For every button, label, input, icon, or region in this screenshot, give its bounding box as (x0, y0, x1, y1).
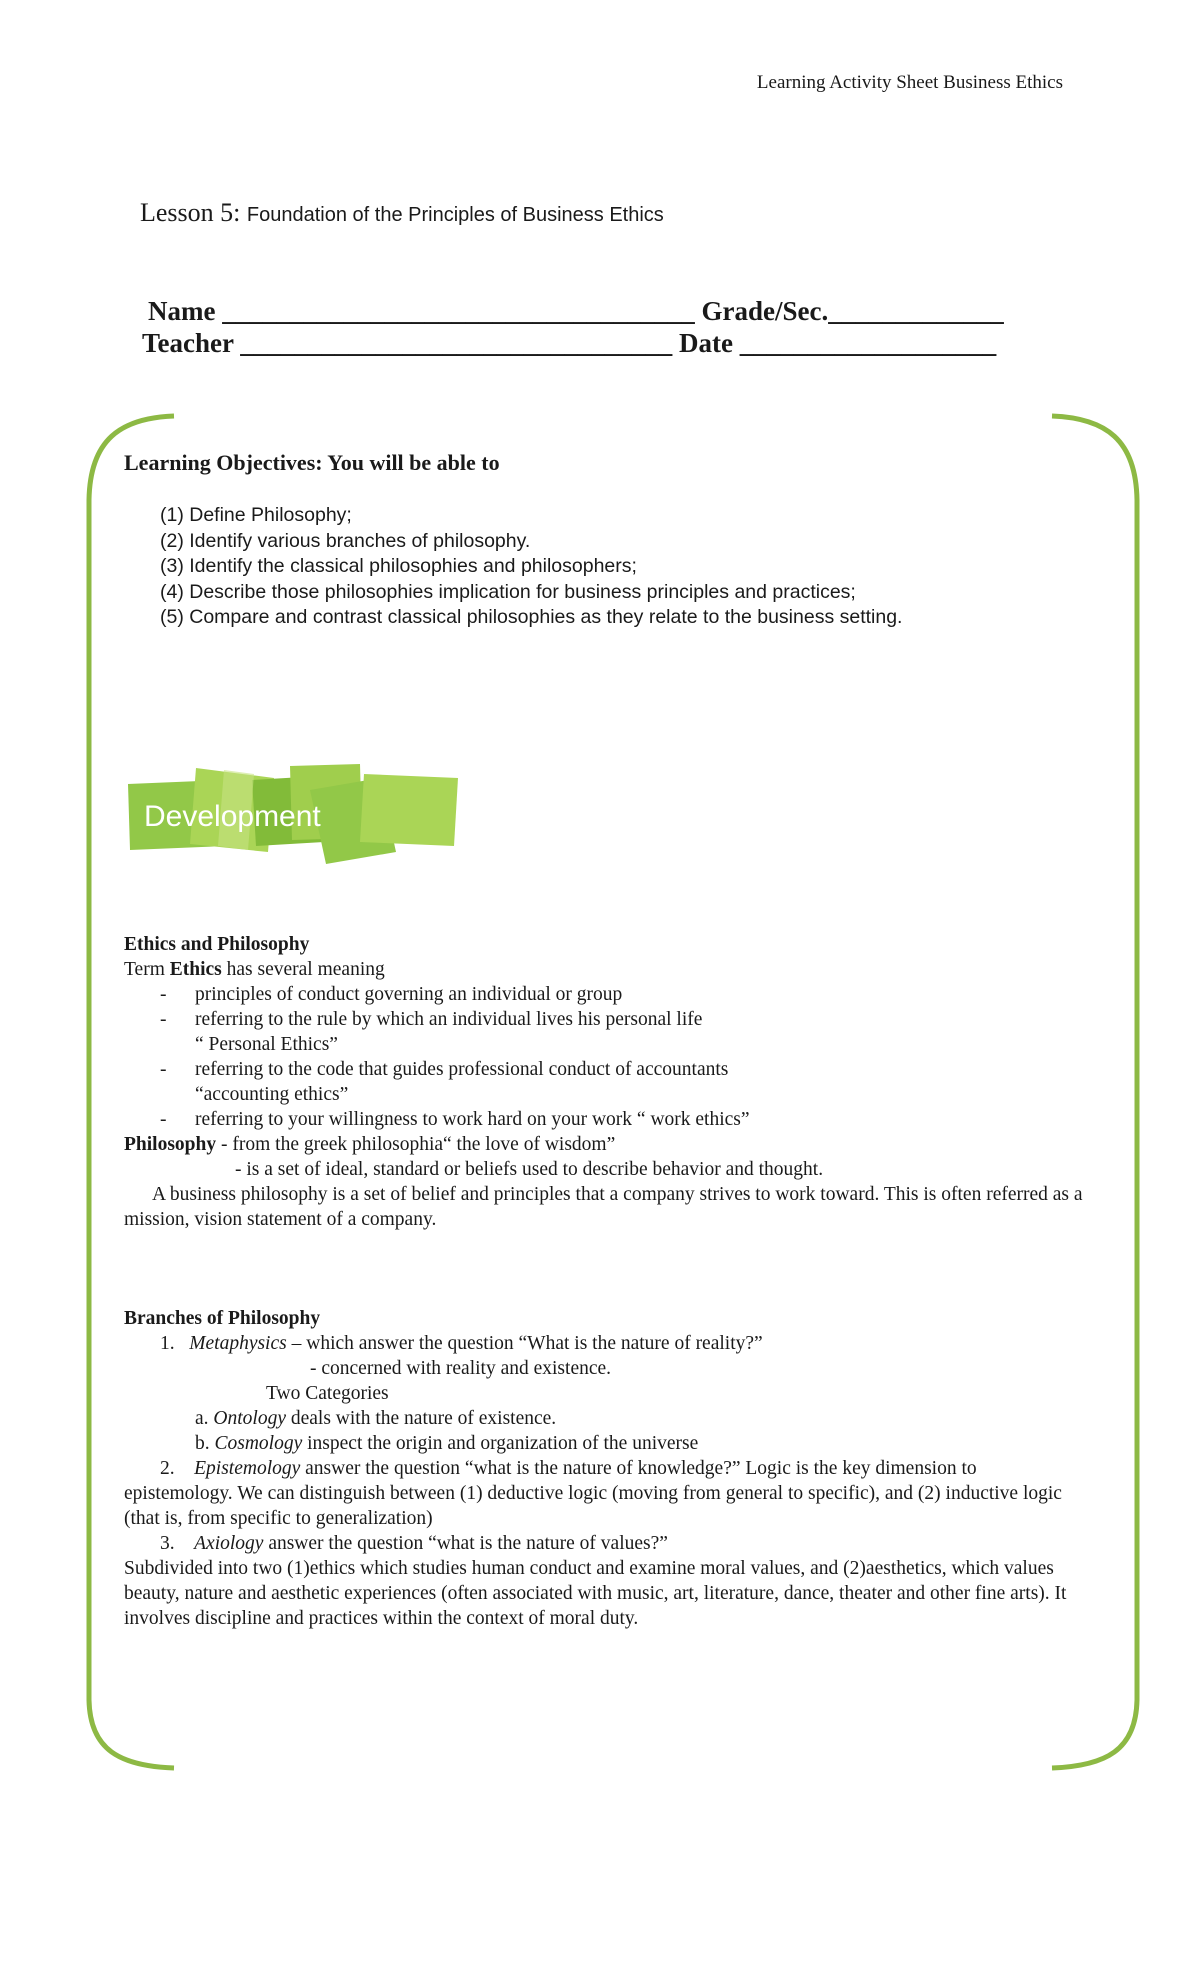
category-term: Ontology (213, 1408, 286, 1429)
objective-item: (2) Identify various branches of philosophy. (160, 529, 531, 552)
grade-label: Grade/Sec. (701, 296, 829, 326)
term-word: Ethics (169, 959, 222, 980)
branch-epistemology (124, 1456, 1084, 1531)
term-suffix: has several meaning (221, 959, 385, 980)
name-label: Name (148, 296, 216, 326)
objective-item: (4) Describe those philosophies implication for business principles and practices; (160, 580, 856, 603)
banner-label: Development (144, 800, 321, 833)
business-philosophy-paragraph: A business philosophy is a set of belief and principles that a company strives to work toward. This is often referred as a mission, vision statement of a company. (124, 1184, 1083, 1230)
item-number: 2. (160, 1458, 175, 1479)
lesson-topic: Foundation of the Principles of Business Ethics (246, 204, 664, 226)
teacher-label: Teacher (142, 328, 234, 358)
objectives-list (160, 503, 902, 631)
bullet-text: referring to the code that guides professional conduct of accountants (195, 1059, 729, 1080)
bullet-text: principles of conduct governing an individual or group (195, 984, 623, 1005)
category-ontology (124, 1406, 1084, 1431)
branch-term: Metaphysics (189, 1333, 287, 1354)
ethics-bullet: - principles of conduct governing an individual or group (160, 984, 623, 1005)
branch-term: Axiology (194, 1533, 264, 1554)
branch-term: Epistemology (194, 1458, 301, 1479)
item-number: 1. (160, 1333, 175, 1354)
philosophy-origin: - from the greek philosophia“ the love of wisdom” (216, 1134, 616, 1155)
ethics-bullet: - referring to the code that guides professional conduct of accountants (160, 1059, 729, 1080)
accounting-ethics-note: “accounting ethics” (195, 1084, 349, 1105)
category-cosmology (124, 1431, 1084, 1456)
date-label: Date (679, 328, 733, 358)
ethics-term-line (124, 957, 1084, 982)
ethics-section (124, 932, 1084, 1232)
philosophy-word: Philosophy (124, 1134, 217, 1155)
branches-heading: Branches of Philosophy (124, 1308, 321, 1329)
branch-text: answer the question “what is the nature of values?” (263, 1533, 668, 1554)
page-header-title: Learning Activity Sheet Business Ethics (756, 72, 1063, 93)
philosophy-definition-2: - is a set of ideal, standard or beliefs used to describe behavior and thought. (235, 1159, 824, 1180)
date-field[interactable]: ___________________ (739, 328, 997, 358)
teacher-field[interactable]: ________________________________ (240, 328, 673, 358)
branch-axiology (124, 1531, 1084, 1556)
ethics-bullet: - referring to the rule by which an individual lives his personal life (160, 1009, 703, 1030)
philosophy-definition (124, 1132, 1084, 1157)
personal-ethics-note: “ Personal Ethics” (195, 1034, 338, 1055)
term-prefix: Term (124, 959, 170, 980)
branch-text: answer the question “what is the nature of knowledge?” Logic is the key dimension to epistemology. We can distinguish between (1) deductive logic (moving from general to specific), and (2) inductive logic (that is, from specific to generalization) (124, 1458, 1062, 1529)
banner-tile (360, 774, 458, 846)
objectives-heading: Learning Objectives: You will be able to (124, 450, 500, 475)
category-text: deals with the nature of existence. (285, 1408, 557, 1429)
category-prefix: b. (195, 1433, 215, 1454)
category-term: Cosmology (214, 1433, 303, 1454)
grade-field[interactable]: _____________ (828, 296, 1004, 326)
objective-item: (3) Identify the classical philosophies and philosophers; (160, 555, 637, 577)
category-text: inspect the origin and organization of the universe (302, 1433, 699, 1454)
branch-metaphysics (124, 1331, 1084, 1356)
axiology-detail: Subdivided into two (1)ethics which studies human conduct and examine moral values, and (2)aesthetics, which values beauty, nature and aesthetic experiences (often associated with music, art, literature, dance, theater and other fine arts). It involves discipline and practices within the context of moral duty. (124, 1558, 1067, 1629)
ethics-heading: Ethics and Philosophy (124, 934, 310, 955)
categories-label: Two Categories (266, 1383, 389, 1404)
bullet-text: referring to the rule by which an individual lives his personal life (195, 1009, 703, 1030)
lesson-number: Lesson 5: (140, 198, 241, 227)
ethics-bullet: - referring to your willingness to work hard on your work “ work ethics” (160, 1109, 750, 1130)
metaphysics-sub: - concerned with reality and existence. (310, 1358, 612, 1379)
objective-item: (5) Compare and contrast classical philosophies as they relate to the business setting. (160, 606, 903, 628)
category-prefix: a. (195, 1408, 214, 1429)
branch-text: – which answer the question “What is the nature of reality?” (286, 1333, 763, 1354)
branches-section (124, 1306, 1084, 1631)
bullet-text: referring to your willingness to work hard on your work “ work ethics” (195, 1109, 750, 1130)
item-number: 3. (160, 1533, 175, 1554)
development-banner (124, 760, 474, 880)
name-field[interactable]: ___________________________________ (222, 296, 695, 326)
objective-item: (1) Define Philosophy; (160, 504, 352, 526)
